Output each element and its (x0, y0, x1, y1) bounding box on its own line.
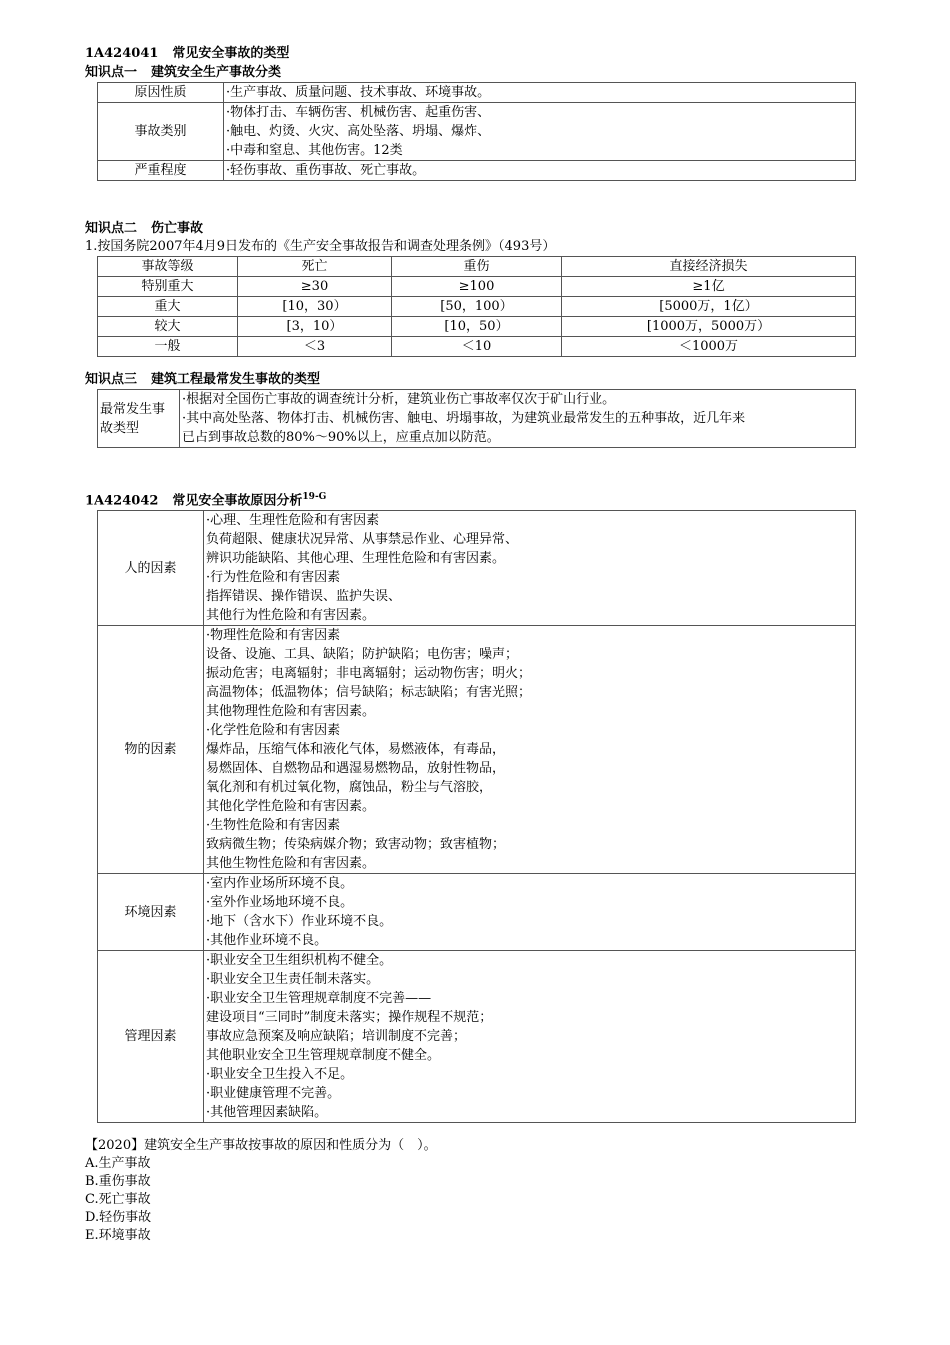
row-label: 物的因素 (98, 626, 204, 874)
row-content (204, 511, 856, 626)
option-d: D.轻伤事故 (85, 1210, 152, 1226)
table-row (98, 161, 856, 181)
content-line: ·室内作业场所环境不良。 (206, 876, 354, 892)
content-line: ·室外作业场地环境不良。 (206, 895, 354, 911)
kp2-intro: 1.按国务院2007年4月9日发布的《生产安全事故报告和调查处理条例》（493号） (85, 239, 556, 254)
table-row (98, 83, 856, 103)
content-line: 致病微生物；传染病媒介物；致害动物；致害植物； (206, 837, 506, 853)
casualty-grade-table (97, 256, 856, 357)
row-content (180, 390, 856, 448)
table-cell: [3，10） (238, 317, 392, 337)
content-line: ·物理性危险和有害因素 (206, 628, 341, 644)
content-line: ·心理、生理性危险和有害因素 (206, 513, 380, 529)
row-label: 事故类别 (98, 103, 224, 161)
question-stem: 【2020】建筑安全生产事故按事故的原因和性质分为（ ）。 (85, 1138, 437, 1154)
kp1-heading (85, 63, 855, 82)
accident-classification-table (97, 82, 856, 181)
content-line: 其他化学性危险和有害因素。 (206, 799, 376, 815)
row-content (204, 874, 856, 951)
content-line: 建设项目“三同时”制度未落实；操作规程不规范； (206, 1010, 493, 1026)
content-line: 其他物理性危险和有害因素。 (206, 704, 376, 720)
content-line: 振动危害；电离辐射；非电离辐射；运动物伤害；明火； (206, 666, 532, 682)
section1-title: 常见安全事故的类型 (172, 46, 290, 61)
content-line: ·其中高处坠落、物体打击、机械伤害、触电、坍塌事故，为建筑业最常发生的五种事故，近几年来 (182, 411, 746, 426)
content-line: ·生物性危险和有害因素 (206, 818, 341, 834)
row-content (224, 161, 856, 181)
section2-sup: 19-G (302, 492, 327, 502)
row-label: 人的因素 (98, 511, 204, 626)
content-line: ·触电、灼烫、火灾、高处坠落、坍塌、爆炸、 (226, 124, 491, 139)
table-cell: 一般 (98, 337, 238, 357)
content-line: ·职业安全卫生责任制未落实。 (206, 972, 380, 988)
section2-code: 1A424042 (85, 493, 159, 509)
kp2-heading (85, 219, 855, 238)
content-line: 负荷超限、健康状况异常、从事禁忌作业、心理异常、 (206, 532, 519, 548)
content-line: 事故应急预案及响应缺陷；培训制度不完善； (206, 1029, 467, 1045)
table-cell: [50，100） (392, 297, 562, 317)
table-row (98, 874, 856, 951)
content-line: 指挥错误、操作错误、监护失误、 (206, 589, 402, 605)
kp2-title: 伤亡事故 (151, 221, 204, 236)
content-line: 已占到事故总数的80%～90%以上，应重点加以防范。 (182, 430, 500, 445)
option-b: B.重伤事故 (85, 1174, 151, 1190)
section1-code: 1A424041 (85, 46, 159, 61)
content-line: ·职业安全卫生组织机构不健全。 (206, 953, 393, 969)
table-row (98, 390, 856, 448)
content-line: ·地下（含水下）作业环境不良。 (206, 914, 393, 930)
table-cell: ＜1000万 (562, 337, 856, 357)
content-line: 易燃固体、自燃物品和遇湿易燃物品，放射性物品， (206, 761, 506, 777)
label-line: 故类型 (100, 420, 140, 436)
content-line: ·中毒和窒息、其他伤害。12类 (226, 143, 403, 158)
content-line: ·轻伤事故、重伤事故、死亡事故。 (226, 163, 426, 178)
column-header: 直接经济损失 (562, 257, 856, 277)
column-header: 死亡 (238, 257, 392, 277)
row-content (224, 83, 856, 103)
content-line: ·职业健康管理不完善。 (206, 1086, 341, 1102)
content-line: 设备、设施、工具、缺陷；防护缺陷；电伤害；噪声； (206, 647, 519, 663)
table-cell: 重大 (98, 297, 238, 317)
table-cell: ≥30 (238, 277, 392, 297)
cause-analysis-table (97, 510, 856, 1123)
content-line: 其他行为性危险和有害因素。 (206, 608, 376, 624)
section1-heading (85, 44, 855, 63)
table-row (98, 277, 856, 297)
table-row (98, 103, 856, 161)
table-row (98, 297, 856, 317)
table-row (98, 317, 856, 337)
content-line: ·职业安全卫生管理规章制度不完善—— (206, 991, 432, 1007)
content-line: 氧化剂和有机过氧化物，腐蚀品，粉尘与气溶胶， (206, 780, 493, 796)
content-line: ·职业安全卫生投入不足。 (206, 1067, 354, 1083)
row-label: 环境因素 (98, 874, 204, 951)
content-line: 其他职业安全卫生管理规章制度不健全。 (206, 1048, 441, 1064)
kp3-label: 知识点三 (85, 372, 138, 387)
kp3-heading (85, 370, 855, 389)
option-e: E.环境事故 (85, 1228, 151, 1244)
row-label: 管理因素 (98, 951, 204, 1123)
option-c: C.死亡事故 (85, 1192, 151, 1208)
kp1-title: 建筑安全生产事故分类 (151, 65, 282, 80)
section2-title: 常见安全事故原因分析 (172, 493, 303, 509)
option-a: A.生产事故 (85, 1156, 151, 1172)
table-cell: ＜10 (392, 337, 562, 357)
content-line: 其他生物性危险和有害因素。 (206, 856, 376, 872)
row-label (98, 390, 180, 448)
row-content (224, 103, 856, 161)
table-cell: ≥1亿 (562, 277, 856, 297)
common-accident-table (97, 389, 856, 448)
content-line: ·其他作业环境不良。 (206, 933, 328, 949)
kp2-label: 知识点二 (85, 221, 138, 236)
content-line: 高温物体；低温物体；信号缺陷；标志缺陷；有害光照； (206, 685, 532, 701)
table-header-row (98, 257, 856, 277)
content-line: ·化学性危险和有害因素 (206, 723, 341, 739)
table-cell: [10，30） (238, 297, 392, 317)
kp3-title: 建筑工程最常发生事故的类型 (151, 372, 321, 387)
content-line: 辨识功能缺陷、其他心理、生理性危险和有害因素。 (206, 551, 506, 567)
table-cell: ≥100 (392, 277, 562, 297)
table-row (98, 511, 856, 626)
table-cell: ＜3 (238, 337, 392, 357)
content-line: 爆炸品，压缩气体和液化气体，易燃液体，有毒品， (206, 742, 506, 758)
content-line: ·物体打击、车辆伤害、机械伤害、起重伤害、 (226, 105, 491, 120)
table-cell: [5000万，1亿） (562, 297, 856, 317)
section2-heading (85, 488, 855, 510)
column-header: 事故等级 (98, 257, 238, 277)
table-cell: 较大 (98, 317, 238, 337)
content-line: ·生产事故、质量问题、技术事故、环境事故。 (226, 85, 491, 100)
kp1-label: 知识点一 (85, 65, 138, 80)
content-line: ·根据对全国伤亡事故的调查统计分析，建筑业伤亡事故率仅次于矿山行业。 (182, 392, 616, 407)
row-content (204, 951, 856, 1123)
content-line: ·行为性危险和有害因素 (206, 570, 341, 586)
row-label: 原因性质 (98, 83, 224, 103)
table-row (98, 626, 856, 874)
table-cell: [1000万，5000万） (562, 317, 856, 337)
table-row (98, 951, 856, 1123)
table-row (98, 337, 856, 357)
row-content (204, 626, 856, 874)
column-header: 重伤 (392, 257, 562, 277)
table-cell: [10，50） (392, 317, 562, 337)
content-line: ·其他管理因素缺陷。 (206, 1105, 328, 1121)
table-cell: 特别重大 (98, 277, 238, 297)
document-page (85, 44, 855, 1245)
label-line: 最常发生事 (100, 401, 166, 417)
row-label: 严重程度 (98, 161, 224, 181)
